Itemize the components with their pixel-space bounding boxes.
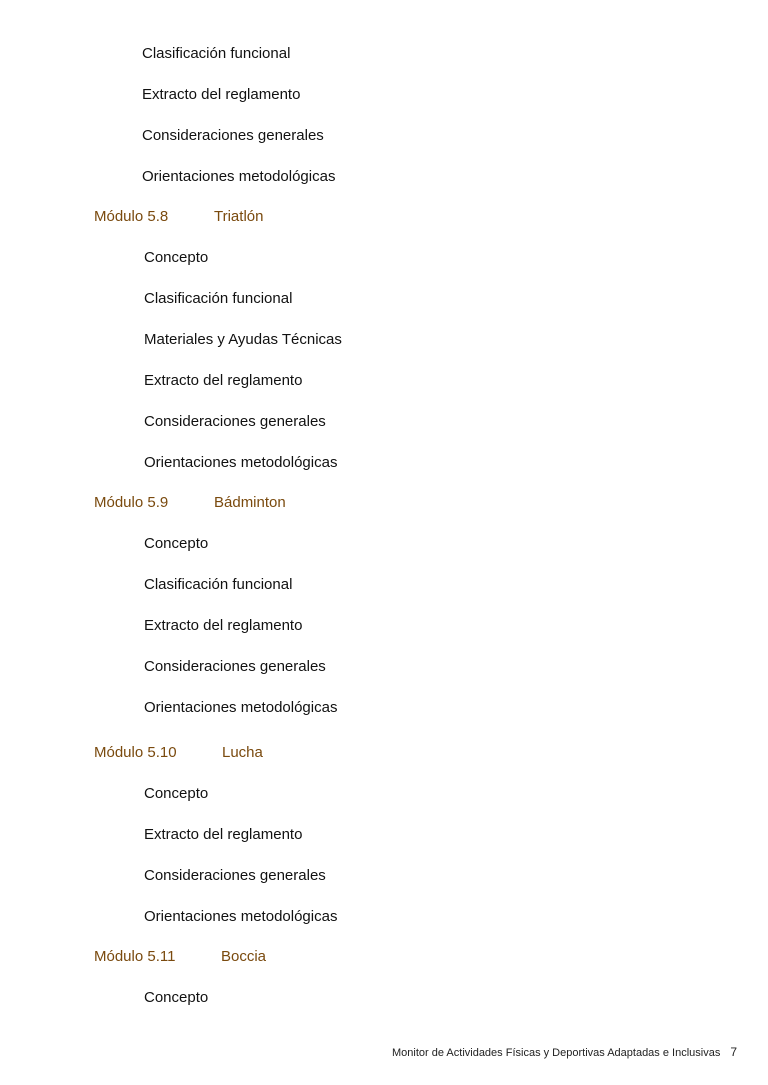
toc-item: Consideraciones generales — [144, 413, 326, 430]
module-number: Módulo 5.11 — [94, 948, 176, 965]
toc-item: Extracto del reglamento — [142, 86, 301, 103]
toc-item: Concepto — [144, 785, 209, 802]
module-title: Lucha — [222, 744, 263, 761]
toc-item: Concepto — [144, 989, 209, 1006]
toc-item: Orientaciones metodológicas — [144, 699, 338, 716]
module-title: Bádminton — [214, 494, 286, 511]
toc-item: Extracto del reglamento — [144, 372, 303, 389]
module-heading — [94, 948, 267, 966]
toc-item: Clasificación funcional — [144, 290, 293, 307]
toc-item: Clasificación funcional — [142, 45, 291, 62]
toc-item: Concepto — [144, 535, 209, 552]
toc-item: Extracto del reglamento — [144, 617, 303, 634]
module-heading — [94, 494, 286, 512]
toc-item: Orientaciones metodológicas — [142, 168, 336, 185]
module-number: Módulo 5.10 — [94, 744, 177, 761]
module-heading — [94, 208, 264, 226]
page-number: 7 — [730, 1045, 738, 1059]
toc-item: Consideraciones generales — [144, 867, 326, 884]
module-title: Boccia — [221, 948, 267, 965]
page-footer — [392, 1045, 737, 1060]
toc-item: Clasificación funcional — [144, 576, 293, 593]
module-number: Módulo 5.8 — [94, 208, 169, 225]
toc-item: Concepto — [144, 249, 209, 266]
module-title: Triatlón — [214, 208, 264, 225]
module-number: Módulo 5.9 — [94, 494, 169, 511]
toc-item: Extracto del reglamento — [144, 826, 303, 843]
toc-item: Consideraciones generales — [144, 658, 326, 675]
toc-item: Materiales y Ayudas Técnicas — [144, 331, 342, 348]
module-heading — [94, 744, 263, 762]
toc-item: Consideraciones generales — [142, 127, 324, 144]
toc-item: Orientaciones metodológicas — [144, 454, 338, 471]
footer-title: Monitor de Actividades Físicas y Deportivas Adaptadas e Inclusivas — [392, 1047, 721, 1059]
toc-item: Orientaciones metodológicas — [144, 908, 338, 925]
